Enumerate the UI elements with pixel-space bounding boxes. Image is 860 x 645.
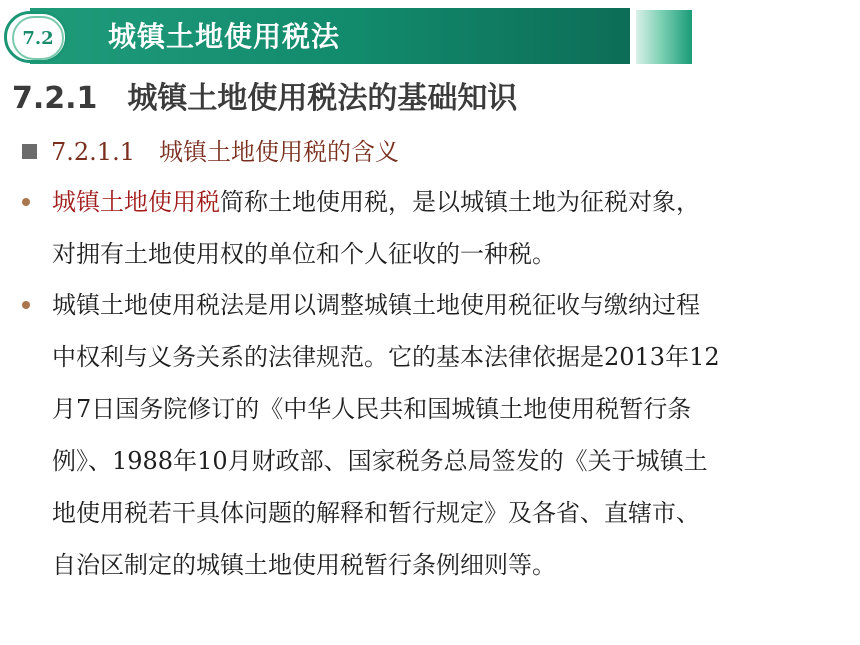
slide-title: 城镇土地使用税法 bbox=[108, 20, 341, 53]
section-number: 7.2.1 bbox=[12, 81, 98, 116]
section-badge-number: 7.2 bbox=[12, 16, 64, 60]
paragraph-line: 例》、1988年10月财政部、国家税务总局签发的《关于城镇土 bbox=[52, 447, 708, 475]
bullet-dot-icon bbox=[22, 301, 30, 309]
bullet-dot-icon bbox=[22, 198, 30, 206]
subsection-heading bbox=[22, 134, 399, 170]
paragraph-line: 自治区制定的城镇土地使用税暂行条例细则等。 bbox=[52, 551, 556, 579]
paragraph-line: 城镇土地使用税法是用以调整城镇土地使用税征收与缴纳过程 bbox=[52, 291, 700, 319]
paragraph-line: 地使用税若干具体问题的解释和暂行规定》及各省、直辖市、 bbox=[52, 499, 700, 527]
subsection-number: 7.2.1.1 bbox=[51, 138, 135, 166]
paragraph-line: 中权利与义务关系的法律规范。它的基本法律依据是2013年12 bbox=[52, 343, 720, 371]
square-bullet-icon bbox=[22, 144, 37, 159]
paragraph-line: 月7日国务院修订的《中华人民共和国城镇土地使用税暂行条 bbox=[52, 395, 692, 423]
highlight-term: 城镇土地使用税 bbox=[52, 188, 220, 216]
header-accent-block bbox=[636, 10, 692, 64]
paragraph-line: 对拥有土地使用权的单位和个人征收的一种税。 bbox=[52, 240, 556, 268]
section-title: 城镇土地使用税法的基础知识 bbox=[127, 81, 518, 116]
paragraph-line bbox=[52, 184, 700, 220]
section-heading bbox=[12, 76, 517, 122]
paragraph-text: 简称土地使用税，是以城镇土地为征税对象， bbox=[220, 188, 700, 216]
subsection-title: 城镇土地使用税的含义 bbox=[158, 138, 399, 166]
